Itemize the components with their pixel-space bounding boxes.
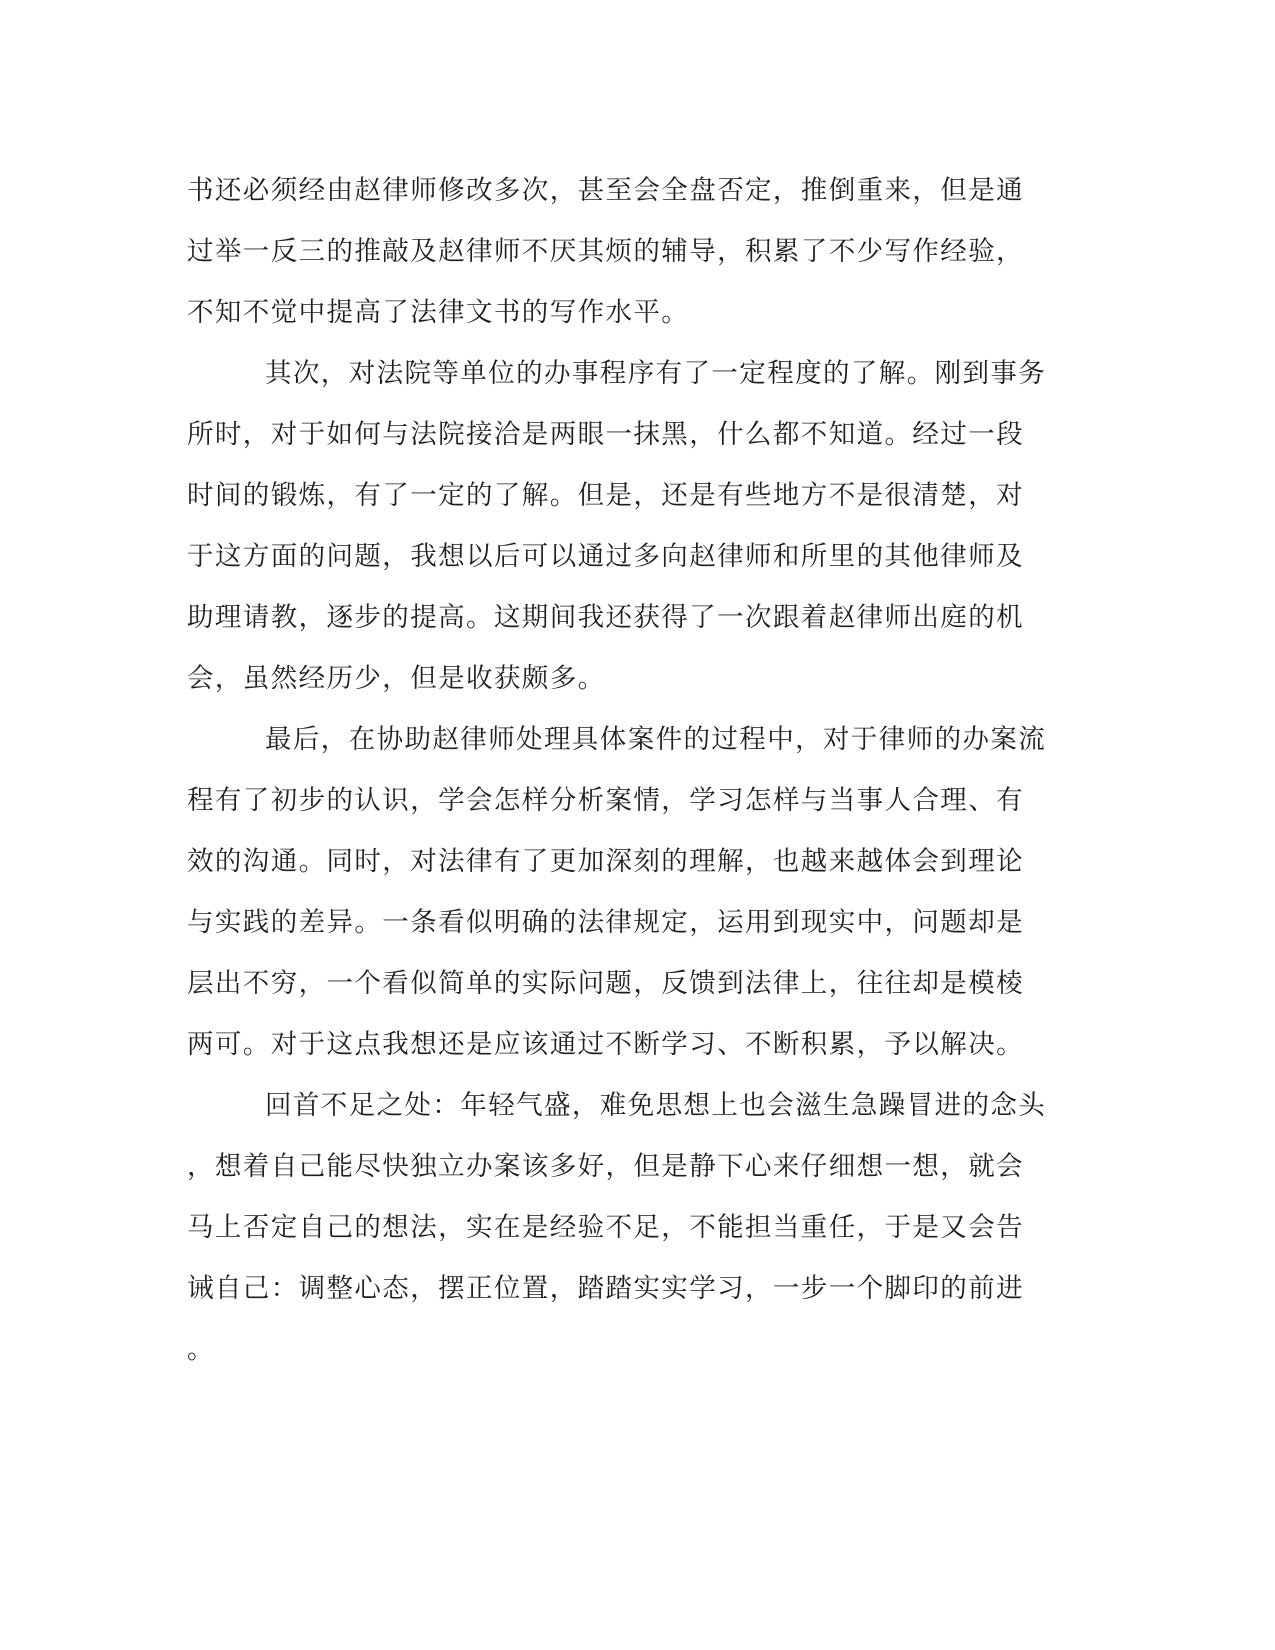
text-line: 所时，对于如何与法院接洽是两眼一抹黑，什么都不知道。经过一段	[187, 419, 1024, 450]
text-line: 不知不觉中提高了法律文书的写作水平。	[187, 297, 690, 328]
text-line: 时间的锻炼，有了一定的了解。但是，还是有些地方不是很清楚，对	[187, 480, 1024, 511]
paragraph-start-line: 回首不足之处：年轻气盛，难免思想上也会滋生急躁冒进的念头	[265, 1090, 1047, 1121]
text-line: 与实践的差异。一条看似明确的法律规定，运用到现实中，问题却是	[187, 907, 1024, 938]
body-text	[187, 160, 1087, 1380]
text-line: 层出不穷，一个看似简单的实际问题，反馈到法律上，往往却是模棱	[187, 968, 1024, 999]
text-line: 马上否定自己的想法，实在是经验不足，不能担当重任，于是又会告	[187, 1212, 1024, 1243]
text-line: 于这方面的问题，我想以后可以通过多向赵律师和所里的其他律师及	[187, 541, 1024, 572]
text-line: 书还必须经由赵律师修改多次，甚至会全盘否定，推倒重来，但是通	[187, 175, 1024, 206]
text-line: 两可。对于这点我想还是应该通过不断学习、不断积累，予以解决。	[187, 1029, 1024, 1060]
text-line: 会，虽然经历少，但是收获颇多。	[187, 663, 606, 694]
text-line: 效的沟通。同时，对法律有了更加深刻的理解，也越来越体会到理论	[187, 846, 1024, 877]
paragraph-start-line: 其次，对法院等单位的办事程序有了一定程度的了解。刚到事务	[265, 358, 1047, 389]
text-line: 程有了初步的认识，学会怎样分析案情，学习怎样与当事人合理、有	[187, 785, 1024, 816]
text-line: 诫自己：调整心态，摆正位置，踏踏实实学习，一步一个脚印的前进	[187, 1273, 1024, 1304]
text-line: ，想着自己能尽快独立办案该多好，但是静下心来仔细想一想，就会	[187, 1151, 1024, 1182]
text-line: 过举一反三的推敲及赵律师不厌其烦的辅导，积累了不少写作经验，	[187, 236, 1024, 267]
text-line: 。	[187, 1334, 215, 1365]
text-line: 助理请教，逐步的提高。这期间我还获得了一次跟着赵律师出庭的机	[187, 602, 1024, 633]
paragraph-start-line: 最后，在协助赵律师处理具体案件的过程中，对于律师的办案流	[265, 724, 1047, 755]
